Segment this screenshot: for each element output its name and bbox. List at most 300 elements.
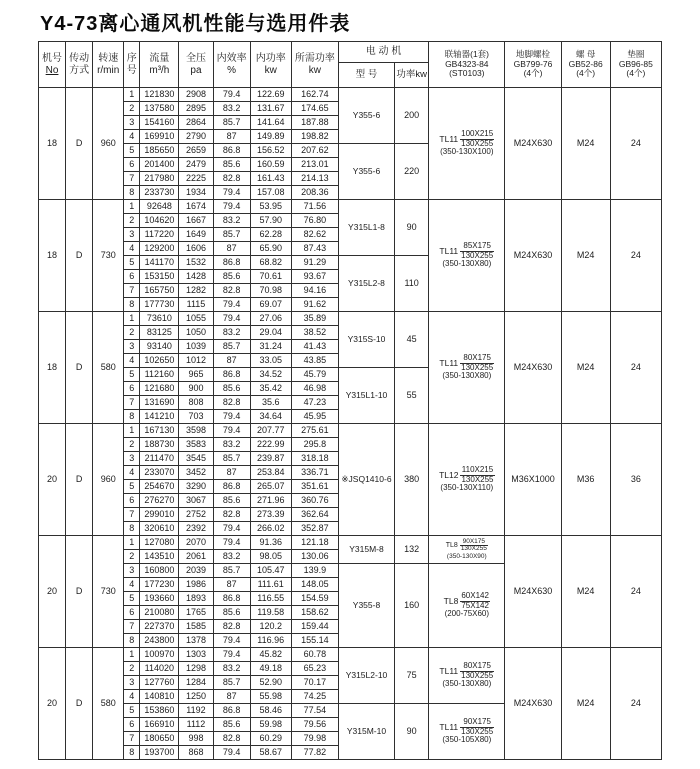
coupling-fraction-top: 110X215 bbox=[461, 465, 494, 475]
internal-power-cell: 149.89 bbox=[250, 130, 291, 144]
fan-no-cell: 18 bbox=[39, 312, 66, 424]
efficiency-cell: 82.8 bbox=[213, 396, 250, 410]
header-line: 转速 bbox=[98, 52, 119, 64]
speed-cell: 730 bbox=[93, 200, 124, 312]
motor-model-cell: Y315L1-10 bbox=[338, 368, 394, 424]
col-header-coupling bbox=[429, 42, 505, 88]
anchor-bolt-cell: M24X630 bbox=[505, 312, 561, 424]
required-power-cell: 79.98 bbox=[291, 732, 338, 746]
efficiency-cell: 79.4 bbox=[213, 312, 250, 326]
header-line: No bbox=[45, 64, 59, 76]
coupling-cell bbox=[429, 536, 505, 564]
anchor-bolt-cell: M24X630 bbox=[505, 648, 561, 760]
coupling-fraction-bottom: 130X255 bbox=[461, 138, 494, 148]
efficiency-cell: 79.4 bbox=[213, 746, 250, 760]
motor-model-cell: Y315L1-8 bbox=[338, 200, 394, 256]
anchor-bolt-cell: M24X630 bbox=[505, 88, 561, 200]
washer-cell: 24 bbox=[610, 648, 661, 760]
flow-cell: 299010 bbox=[140, 508, 179, 522]
motor-power-cell: 75 bbox=[395, 648, 429, 704]
efficiency-cell: 85.7 bbox=[213, 676, 250, 690]
seq-cell: 2 bbox=[124, 326, 140, 340]
required-power-cell: 87.43 bbox=[291, 242, 338, 256]
flow-cell: 127080 bbox=[140, 536, 179, 550]
flow-cell: 121680 bbox=[140, 382, 179, 396]
required-power-cell: 93.67 bbox=[291, 270, 338, 284]
flow-cell: 73610 bbox=[140, 312, 179, 326]
internal-power-cell: 62.28 bbox=[250, 228, 291, 242]
seq-cell: 4 bbox=[124, 354, 140, 368]
drive-cell: D bbox=[66, 312, 93, 424]
coupling-prefix: TL8 bbox=[445, 542, 458, 550]
motor-power-cell: 55 bbox=[395, 368, 429, 424]
flow-cell: 92648 bbox=[140, 200, 179, 214]
coupling-fraction-bottom: 130X255 bbox=[461, 670, 494, 680]
header-line: GB4323-84 bbox=[445, 58, 489, 69]
required-power-cell: 121.18 bbox=[291, 536, 338, 550]
flow-cell: 177230 bbox=[140, 578, 179, 592]
internal-power-cell: 207.77 bbox=[250, 424, 291, 438]
flow-cell: 141210 bbox=[140, 410, 179, 424]
seq-cell: 1 bbox=[124, 424, 140, 438]
flow-cell: 114020 bbox=[140, 662, 179, 676]
efficiency-cell: 79.4 bbox=[213, 522, 250, 536]
coupling-fraction-top: 60X142 bbox=[461, 591, 489, 601]
coupling-note: (350-130X80) bbox=[442, 678, 492, 688]
pressure-cell: 1298 bbox=[179, 662, 213, 676]
coupling-fraction-top: 90X175 bbox=[460, 539, 488, 547]
speed-cell: 580 bbox=[93, 648, 124, 760]
coupling-spec bbox=[429, 130, 504, 148]
flow-cell: 121830 bbox=[140, 88, 179, 102]
motor-power-cell: 160 bbox=[395, 564, 429, 648]
efficiency-cell: 86.8 bbox=[213, 144, 250, 158]
required-power-cell: 336.71 bbox=[291, 466, 338, 480]
pressure-cell: 1055 bbox=[179, 312, 213, 326]
internal-power-cell: 34.52 bbox=[250, 368, 291, 382]
flow-cell: 254670 bbox=[140, 480, 179, 494]
internal-power-cell: 253.84 bbox=[250, 466, 291, 480]
coupling-spec bbox=[429, 592, 504, 610]
internal-power-cell: 160.59 bbox=[250, 158, 291, 172]
pressure-cell: 1378 bbox=[179, 634, 213, 648]
flow-cell: 193660 bbox=[140, 592, 179, 606]
speed-cell: 730 bbox=[93, 536, 124, 648]
pressure-cell: 1649 bbox=[179, 228, 213, 242]
seq-cell: 3 bbox=[124, 452, 140, 466]
required-power-cell: 71.56 bbox=[291, 200, 338, 214]
drive-cell: D bbox=[66, 200, 93, 312]
pressure-cell: 1893 bbox=[179, 592, 213, 606]
seq-cell: 8 bbox=[124, 746, 140, 760]
required-power-cell: 155.14 bbox=[291, 634, 338, 648]
drive-cell: D bbox=[66, 536, 93, 648]
flow-cell: 127760 bbox=[140, 676, 179, 690]
coupling-note: (350-105X80) bbox=[442, 734, 492, 744]
coupling-fraction-top: 100X215 bbox=[461, 129, 494, 139]
motor-power-cell: 200 bbox=[395, 88, 429, 144]
flow-cell: 165750 bbox=[140, 284, 179, 298]
header-row-1 bbox=[39, 42, 662, 63]
header-line: 序 bbox=[126, 52, 137, 64]
seq-cell: 4 bbox=[124, 242, 140, 256]
internal-power-cell: 265.07 bbox=[250, 480, 291, 494]
efficiency-cell: 85.7 bbox=[213, 116, 250, 130]
seq-cell: 7 bbox=[124, 508, 140, 522]
efficiency-cell: 86.8 bbox=[213, 592, 250, 606]
header-line: 内效率 bbox=[216, 52, 247, 64]
coupling-fraction bbox=[460, 130, 494, 148]
efficiency-cell: 87 bbox=[213, 690, 250, 704]
header-line: 流量 bbox=[149, 52, 170, 64]
required-power-cell: 187.88 bbox=[291, 116, 338, 130]
col-header-flow bbox=[140, 42, 179, 88]
required-power-cell: 79.56 bbox=[291, 718, 338, 732]
seq-cell: 8 bbox=[124, 410, 140, 424]
flow-cell: 141170 bbox=[140, 256, 179, 270]
seq-cell: 4 bbox=[124, 578, 140, 592]
motor-power-cell: 45 bbox=[395, 312, 429, 368]
seq-cell: 2 bbox=[124, 102, 140, 116]
header-line: kw bbox=[308, 64, 321, 76]
nut-cell: M24 bbox=[561, 88, 610, 200]
coupling-cell bbox=[429, 564, 505, 648]
coupling-note: (350-130X80) bbox=[442, 258, 492, 268]
fan-table-body bbox=[39, 88, 662, 760]
internal-power-cell: 116.96 bbox=[250, 634, 291, 648]
required-power-cell: 207.62 bbox=[291, 144, 338, 158]
header-line: 联轴器(1套) bbox=[444, 48, 489, 59]
flow-cell: 160800 bbox=[140, 564, 179, 578]
seq-cell: 3 bbox=[124, 116, 140, 130]
required-power-cell: 295.8 bbox=[291, 438, 338, 452]
coupling-cell bbox=[429, 312, 505, 424]
pressure-cell: 1532 bbox=[179, 256, 213, 270]
flow-cell: 83125 bbox=[140, 326, 179, 340]
required-power-cell: 275.61 bbox=[291, 424, 338, 438]
pressure-cell: 2392 bbox=[179, 522, 213, 536]
required-power-cell: 60.78 bbox=[291, 648, 338, 662]
header-line: 螺 母 bbox=[575, 48, 596, 59]
motor-power-cell: 380 bbox=[395, 424, 429, 536]
coupling-cell bbox=[429, 704, 505, 760]
seq-cell: 8 bbox=[124, 522, 140, 536]
coupling-fraction-bottom: 130X255 bbox=[461, 474, 494, 484]
speed-cell: 960 bbox=[93, 88, 124, 200]
seq-cell: 3 bbox=[124, 564, 140, 578]
header-line: 号 bbox=[126, 64, 137, 76]
internal-power-cell: 49.18 bbox=[250, 662, 291, 676]
seq-cell: 1 bbox=[124, 88, 140, 102]
motor-model-cell: Y355-6 bbox=[338, 88, 394, 144]
flow-cell: 177730 bbox=[140, 298, 179, 312]
seq-cell: 7 bbox=[124, 620, 140, 634]
pressure-cell: 868 bbox=[179, 746, 213, 760]
coupling-spec bbox=[429, 662, 504, 680]
seq-cell: 3 bbox=[124, 340, 140, 354]
required-power-cell: 91.62 bbox=[291, 298, 338, 312]
coupling-spec bbox=[429, 354, 504, 372]
coupling-fraction bbox=[460, 354, 494, 372]
internal-power-cell: 27.06 bbox=[250, 312, 291, 326]
seq-cell: 1 bbox=[124, 536, 140, 550]
required-power-cell: 76.80 bbox=[291, 214, 338, 228]
efficiency-cell: 85.6 bbox=[213, 158, 250, 172]
flow-cell: 217980 bbox=[140, 172, 179, 186]
header-line: 垫圈 bbox=[627, 48, 645, 59]
required-power-cell: 43.85 bbox=[291, 354, 338, 368]
fan-no-cell: 18 bbox=[39, 200, 66, 312]
internal-power-cell: 105.47 bbox=[250, 564, 291, 578]
efficiency-cell: 79.4 bbox=[213, 186, 250, 200]
coupling-fraction-top: 90X175 bbox=[460, 718, 494, 727]
col-header-efficiency bbox=[213, 42, 250, 88]
anchor-bolt-cell: M24X630 bbox=[505, 200, 561, 312]
required-power-cell: 362.64 bbox=[291, 508, 338, 522]
seq-cell: 6 bbox=[124, 718, 140, 732]
required-power-cell: 77.82 bbox=[291, 746, 338, 760]
efficiency-cell: 86.8 bbox=[213, 368, 250, 382]
internal-power-cell: 70.98 bbox=[250, 284, 291, 298]
col-header-seq bbox=[124, 42, 140, 88]
flow-cell: 153860 bbox=[140, 704, 179, 718]
pressure-cell: 1112 bbox=[179, 718, 213, 732]
pressure-cell: 2864 bbox=[179, 116, 213, 130]
coupling-fraction-top: 80X175 bbox=[460, 662, 494, 671]
seq-cell: 4 bbox=[124, 690, 140, 704]
efficiency-cell: 86.8 bbox=[213, 256, 250, 270]
pressure-cell: 1282 bbox=[179, 284, 213, 298]
header-line: GB799-76 bbox=[513, 58, 553, 69]
anchor-bolt-cell: M36X1000 bbox=[505, 424, 561, 536]
flow-cell: 169910 bbox=[140, 130, 179, 144]
pressure-cell: 1765 bbox=[179, 606, 213, 620]
flow-cell: 153150 bbox=[140, 270, 179, 284]
internal-power-cell: 34.64 bbox=[250, 410, 291, 424]
efficiency-cell: 85.7 bbox=[213, 340, 250, 354]
flow-cell: 100970 bbox=[140, 648, 179, 662]
coupling-fraction-bottom: 130X255 bbox=[461, 726, 494, 736]
pressure-cell: 3583 bbox=[179, 438, 213, 452]
seq-cell: 8 bbox=[124, 634, 140, 648]
efficiency-cell: 79.4 bbox=[213, 298, 250, 312]
pressure-cell: 965 bbox=[179, 368, 213, 382]
efficiency-cell: 82.8 bbox=[213, 284, 250, 298]
coupling-fraction-top: 80X175 bbox=[460, 354, 494, 363]
washer-cell: 36 bbox=[610, 424, 661, 536]
coupling-fraction-bottom: 130X255 bbox=[461, 362, 494, 372]
motor-power-cell: 220 bbox=[395, 144, 429, 200]
motor-model-cell: Y315M-10 bbox=[338, 704, 394, 760]
flow-cell: 211470 bbox=[140, 452, 179, 466]
required-power-cell: 162.74 bbox=[291, 88, 338, 102]
internal-power-cell: 98.05 bbox=[250, 550, 291, 564]
coupling-prefix: TL11 bbox=[439, 246, 459, 257]
seq-cell: 5 bbox=[124, 592, 140, 606]
required-power-cell: 45.79 bbox=[291, 368, 338, 382]
required-power-cell: 198.82 bbox=[291, 130, 338, 144]
pressure-cell: 2790 bbox=[179, 130, 213, 144]
coupling-fraction-bottom: 130X255 bbox=[461, 250, 494, 260]
required-power-cell: 352.87 bbox=[291, 522, 338, 536]
required-power-cell: 82.62 bbox=[291, 228, 338, 242]
nut-cell: M24 bbox=[561, 536, 610, 648]
washer-cell: 24 bbox=[610, 200, 661, 312]
flow-cell: 137580 bbox=[140, 102, 179, 116]
internal-power-cell: 59.98 bbox=[250, 718, 291, 732]
motor-model-cell: Y355-8 bbox=[338, 564, 394, 648]
flow-cell: 112160 bbox=[140, 368, 179, 382]
pressure-cell: 1115 bbox=[179, 298, 213, 312]
pressure-cell: 2061 bbox=[179, 550, 213, 564]
washer-cell: 24 bbox=[610, 88, 661, 200]
internal-power-cell: 266.02 bbox=[250, 522, 291, 536]
header-line: 内功率 bbox=[255, 52, 286, 64]
flow-cell: 180650 bbox=[140, 732, 179, 746]
efficiency-cell: 87 bbox=[213, 242, 250, 256]
pressure-cell: 2070 bbox=[179, 536, 213, 550]
efficiency-cell: 85.7 bbox=[213, 452, 250, 466]
header-line: pa bbox=[190, 64, 202, 76]
efficiency-cell: 83.2 bbox=[213, 102, 250, 116]
internal-power-cell: 273.39 bbox=[250, 508, 291, 522]
seq-cell: 1 bbox=[124, 200, 140, 214]
washer-cell: 24 bbox=[610, 536, 661, 648]
efficiency-cell: 79.4 bbox=[213, 648, 250, 662]
seq-cell: 7 bbox=[124, 732, 140, 746]
efficiency-cell: 83.2 bbox=[213, 438, 250, 452]
pressure-cell: 2225 bbox=[179, 172, 213, 186]
fan-no-cell: 20 bbox=[39, 648, 66, 760]
internal-power-cell: 122.69 bbox=[250, 88, 291, 102]
internal-power-cell: 52.90 bbox=[250, 676, 291, 690]
internal-power-cell: 120.2 bbox=[250, 620, 291, 634]
efficiency-cell: 86.8 bbox=[213, 480, 250, 494]
seq-cell: 8 bbox=[124, 298, 140, 312]
required-power-cell: 41.43 bbox=[291, 340, 338, 354]
col-header-drive-mode bbox=[66, 42, 93, 88]
coupling-fraction bbox=[460, 242, 494, 260]
pressure-cell: 1585 bbox=[179, 620, 213, 634]
required-power-cell: 38.52 bbox=[291, 326, 338, 340]
efficiency-cell: 85.6 bbox=[213, 494, 250, 508]
required-power-cell: 360.76 bbox=[291, 494, 338, 508]
seq-cell: 5 bbox=[124, 704, 140, 718]
required-power-cell: 159.44 bbox=[291, 620, 338, 634]
pressure-cell: 1012 bbox=[179, 354, 213, 368]
col-header-internal-power bbox=[250, 42, 291, 88]
flow-cell: 166910 bbox=[140, 718, 179, 732]
header-line: 方式 bbox=[69, 64, 90, 76]
flow-cell: 320610 bbox=[140, 522, 179, 536]
required-power-cell: 318.18 bbox=[291, 452, 338, 466]
coupling-prefix: TL11 bbox=[439, 358, 459, 369]
efficiency-cell: 87 bbox=[213, 578, 250, 592]
fan-no-cell: 18 bbox=[39, 88, 66, 200]
pressure-cell: 1284 bbox=[179, 676, 213, 690]
pressure-cell: 1934 bbox=[179, 186, 213, 200]
flow-cell: 233730 bbox=[140, 186, 179, 200]
table-row bbox=[39, 424, 662, 438]
required-power-cell: 174.65 bbox=[291, 102, 338, 116]
seq-cell: 3 bbox=[124, 228, 140, 242]
header-line: 机号 bbox=[42, 52, 63, 64]
seq-cell: 1 bbox=[124, 648, 140, 662]
nut-cell: M24 bbox=[561, 648, 610, 760]
pressure-cell: 1428 bbox=[179, 270, 213, 284]
efficiency-cell: 85.7 bbox=[213, 228, 250, 242]
efficiency-cell: 87 bbox=[213, 354, 250, 368]
required-power-cell: 94.16 bbox=[291, 284, 338, 298]
internal-power-cell: 157.08 bbox=[250, 186, 291, 200]
anchor-bolt-cell: M24X630 bbox=[505, 536, 561, 648]
coupling-fraction bbox=[460, 539, 488, 553]
required-power-cell: 154.59 bbox=[291, 592, 338, 606]
flow-cell: 129200 bbox=[140, 242, 179, 256]
flow-cell: 185650 bbox=[140, 144, 179, 158]
coupling-fraction bbox=[460, 592, 490, 610]
coupling-spec bbox=[429, 466, 504, 484]
internal-power-cell: 65.90 bbox=[250, 242, 291, 256]
efficiency-cell: 85.7 bbox=[213, 564, 250, 578]
header-line: (ST0103) bbox=[449, 68, 485, 79]
internal-power-cell: 33.05 bbox=[250, 354, 291, 368]
seq-cell: 6 bbox=[124, 382, 140, 396]
required-power-cell: 35.89 bbox=[291, 312, 338, 326]
seq-cell: 7 bbox=[124, 396, 140, 410]
flow-cell: 143510 bbox=[140, 550, 179, 564]
header-line: (4个) bbox=[523, 68, 543, 79]
pressure-cell: 2479 bbox=[179, 158, 213, 172]
seq-cell: 5 bbox=[124, 368, 140, 382]
washer-cell: 24 bbox=[610, 312, 661, 424]
internal-power-cell: 68.82 bbox=[250, 256, 291, 270]
internal-power-cell: 55.98 bbox=[250, 690, 291, 704]
seq-cell: 6 bbox=[124, 158, 140, 172]
flow-cell: 167130 bbox=[140, 424, 179, 438]
header-line: GB96-85 bbox=[618, 58, 653, 69]
nut-cell: M36 bbox=[561, 424, 610, 536]
motor-power-cell: 90 bbox=[395, 704, 429, 760]
internal-power-cell: 29.04 bbox=[250, 326, 291, 340]
motor-model-cell: Y355-6 bbox=[338, 144, 394, 200]
seq-cell: 6 bbox=[124, 606, 140, 620]
internal-power-cell: 91.36 bbox=[250, 536, 291, 550]
coupling-note: (350-130X100) bbox=[440, 146, 494, 156]
internal-power-cell: 141.64 bbox=[250, 116, 291, 130]
seq-cell: 8 bbox=[124, 186, 140, 200]
efficiency-cell: 79.4 bbox=[213, 200, 250, 214]
pressure-cell: 1986 bbox=[179, 578, 213, 592]
required-power-cell: 213.01 bbox=[291, 158, 338, 172]
internal-power-cell: 57.90 bbox=[250, 214, 291, 228]
required-power-cell: 47.23 bbox=[291, 396, 338, 410]
flow-cell: 276270 bbox=[140, 494, 179, 508]
pressure-cell: 1674 bbox=[179, 200, 213, 214]
fan-no-cell: 20 bbox=[39, 424, 66, 536]
efficiency-cell: 79.4 bbox=[213, 424, 250, 438]
coupling-cell bbox=[429, 88, 505, 200]
efficiency-cell: 82.8 bbox=[213, 172, 250, 186]
internal-power-cell: 58.46 bbox=[250, 704, 291, 718]
flow-cell: 102650 bbox=[140, 354, 179, 368]
seq-cell: 6 bbox=[124, 270, 140, 284]
pressure-cell: 808 bbox=[179, 396, 213, 410]
motor-power-cell: 90 bbox=[395, 200, 429, 256]
header-line: GB52-86 bbox=[568, 58, 603, 69]
efficiency-cell: 83.2 bbox=[213, 662, 250, 676]
seq-cell: 2 bbox=[124, 662, 140, 676]
